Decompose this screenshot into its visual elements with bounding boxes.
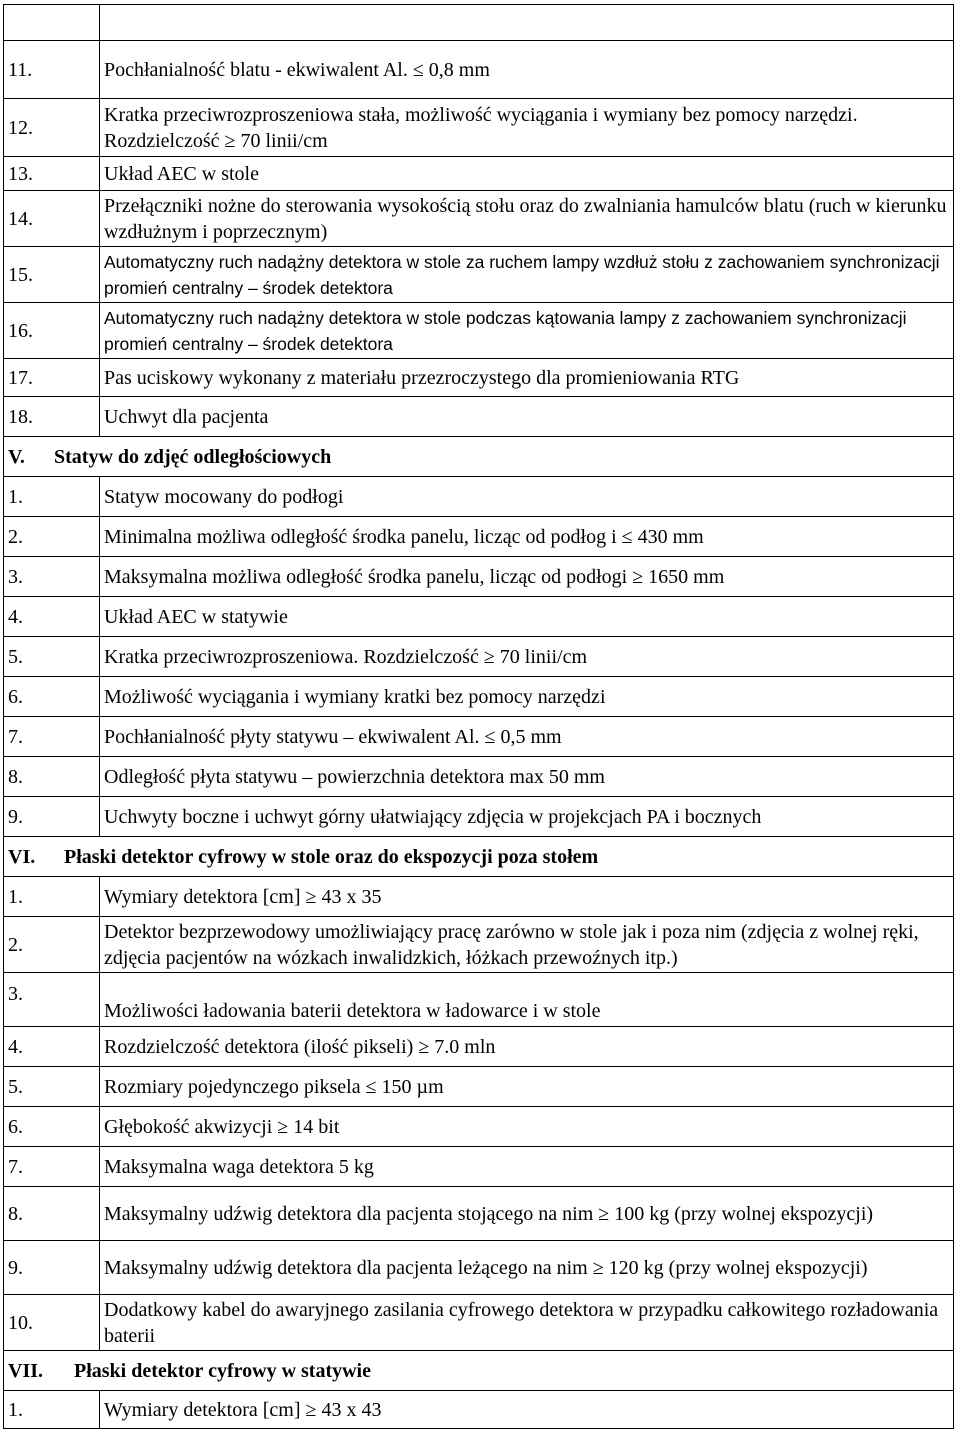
row-text: Maksymalny udźwig detektora dla pacjenta stojącego na nim ≥ 100 kg (przy wolnej ekspozycji): [100, 1187, 954, 1241]
table-row: [4, 1391, 954, 1429]
table-row: [4, 1147, 954, 1187]
row-number: 9.: [4, 797, 100, 837]
row-text: Wymiary detektora [cm] ≥ 43 x 43: [100, 1391, 954, 1429]
table-row: [4, 397, 954, 437]
table-row: [4, 1187, 954, 1241]
row-text: [100, 5, 954, 41]
table-row: [4, 1295, 954, 1351]
section-row: [4, 837, 954, 877]
row-text: Maksymalna możliwa odległość środka panelu, licząc od podłogi ≥ 1650 mm: [100, 557, 954, 597]
table-row: [4, 677, 954, 717]
table-row: [4, 1107, 954, 1147]
table-row: [4, 637, 954, 677]
table-row: [4, 41, 954, 99]
table-row: [4, 1067, 954, 1107]
row-text: Kratka przeciwrozproszeniowa. Rozdzielczość ≥ 70 linii/cm: [100, 637, 954, 677]
row-text: Przełączniki nożne do sterowania wysokością stołu oraz do zwalniania hamulców blatu (ruch w kierunku wzdłużnym i poprzecznym): [100, 191, 954, 247]
row-number: 1.: [4, 1391, 100, 1429]
table-row: [4, 477, 954, 517]
row-number: 7.: [4, 1147, 100, 1187]
section-number: V.: [8, 445, 25, 468]
table-row: [4, 191, 954, 247]
row-text: Rozdzielczość detektora (ilość pikseli) ≥ 7.0 mln: [100, 1027, 954, 1067]
table-row: [4, 157, 954, 191]
table-row: [4, 973, 954, 1027]
table-row: [4, 359, 954, 397]
row-number: 3.: [4, 557, 100, 597]
row-text: Odległość płyta statywu – powierzchnia detektora max 50 mm: [100, 757, 954, 797]
row-number: 5.: [4, 1067, 100, 1107]
section-row: [4, 1351, 954, 1391]
row-number: 5.: [4, 637, 100, 677]
row-text: Minimalna możliwa odległość środka panelu, licząc od podłog i ≤ 430 mm: [100, 517, 954, 557]
row-text: Pochłanialność płyty statywu – ekwiwalent Al. ≤ 0,5 mm: [100, 717, 954, 757]
row-text: Wymiary detektora [cm] ≥ 43 x 35: [100, 877, 954, 917]
row-text: Głębokość akwizycji ≥ 14 bit: [100, 1107, 954, 1147]
row-text: Pas uciskowy wykonany z materiału przezroczystego dla promieniowania RTG: [100, 359, 954, 397]
table-row: [4, 797, 954, 837]
row-number: 13.: [4, 157, 100, 191]
row-text: Statyw mocowany do podłogi: [100, 477, 954, 517]
table-row: [4, 917, 954, 973]
table-row: [4, 557, 954, 597]
row-number: 11.: [4, 41, 100, 99]
row-number: 7.: [4, 717, 100, 757]
table-row: [4, 597, 954, 637]
row-text: Maksymalna waga detektora 5 kg: [100, 1147, 954, 1187]
table-row: [4, 517, 954, 557]
row-number: 16.: [4, 303, 100, 359]
row-number: 2.: [4, 917, 100, 973]
section-heading-v: [4, 437, 954, 477]
section-row: [4, 437, 954, 477]
row-text: Układ AEC w stole: [100, 157, 954, 191]
row-number: 3.: [4, 973, 100, 1027]
row-text: Automatyczny ruch nadążny detektora w stole podczas kątowania lampy z zachowaniem synchronizacji promień centralny – środek detektora: [100, 303, 954, 359]
section-number: VII.: [8, 1359, 44, 1382]
row-text: Maksymalny udźwig detektora dla pacjenta leżącego na nim ≥ 120 kg (przy wolnej ekspozycji): [100, 1241, 954, 1295]
table-row: [4, 757, 954, 797]
row-text: Układ AEC w statywie: [100, 597, 954, 637]
section-title: Płaski detektor cyfrowy w stole oraz do ekspozycji poza stołem: [64, 845, 599, 868]
row-text: Możliwość wyciągania i wymiany kratki bez pomocy narzędzi: [100, 677, 954, 717]
row-text: Pochłanialność blatu - ekwiwalent Al. ≤ 0,8 mm: [100, 41, 954, 99]
row-text: Automatyczny ruch nadążny detektora w stole za ruchem lampy wzdłuż stołu z zachowaniem synchronizacji promień centralny – środek detektora: [100, 247, 954, 303]
row-text: Uchwyt dla pacjenta: [100, 397, 954, 437]
row-text: Kratka przeciwrozproszeniowa stała, możliwość wyciągania i wymiany bez pomocy narzędzi. Rozdzielczość ≥ 70 linii/cm: [100, 99, 954, 157]
row-number: 6.: [4, 1107, 100, 1147]
table-row: [4, 99, 954, 157]
section-title: Statyw do zdjęć odległościowych: [54, 445, 332, 468]
row-number: 4.: [4, 1027, 100, 1067]
section-number: VI.: [8, 845, 36, 868]
section-heading-vii: [4, 1351, 954, 1391]
table-row: [4, 5, 954, 41]
table-row: [4, 247, 954, 303]
row-number: 12.: [4, 99, 100, 157]
row-number: 4.: [4, 597, 100, 637]
row-text: Rozmiary pojedynczego piksela ≤ 150 µm: [100, 1067, 954, 1107]
table-row: [4, 1027, 954, 1067]
row-number: 6.: [4, 677, 100, 717]
row-number: 1.: [4, 877, 100, 917]
table-row: [4, 877, 954, 917]
row-text: Dodatkowy kabel do awaryjnego zasilania cyfrowego detektora w przypadku całkowitego rozładowania baterii: [100, 1295, 954, 1351]
row-number: 8.: [4, 1187, 100, 1241]
row-number: 1.: [4, 477, 100, 517]
row-number: 17.: [4, 359, 100, 397]
row-number: 18.: [4, 397, 100, 437]
row-text: Detektor bezprzewodowy umożliwiający pracę zarówno w stole jak i poza nim (zdjęcia z wolnej ręki, zdjęcia pacjentów na wózkach inwalidzkich, łóżkach przewoźnych itp.): [100, 917, 954, 973]
table-row: [4, 717, 954, 757]
row-number: 10.: [4, 1295, 100, 1351]
row-text: Uchwyty boczne i uchwyt górny ułatwiający zdjęcia w projekcjach PA i bocznych: [100, 797, 954, 837]
specification-table: [3, 4, 954, 1429]
table-row: [4, 303, 954, 359]
row-number: 9.: [4, 1241, 100, 1295]
row-number: 2.: [4, 517, 100, 557]
table-row: [4, 1241, 954, 1295]
section-heading-vi: [4, 837, 954, 877]
row-number: 8.: [4, 757, 100, 797]
row-number: 15.: [4, 247, 100, 303]
row-number: [4, 5, 100, 41]
section-title: Płaski detektor cyfrowy w statywie: [74, 1359, 371, 1382]
row-text: Możliwości ładowania baterii detektora w ładowarce i w stole: [100, 973, 954, 1027]
row-number: 14.: [4, 191, 100, 247]
